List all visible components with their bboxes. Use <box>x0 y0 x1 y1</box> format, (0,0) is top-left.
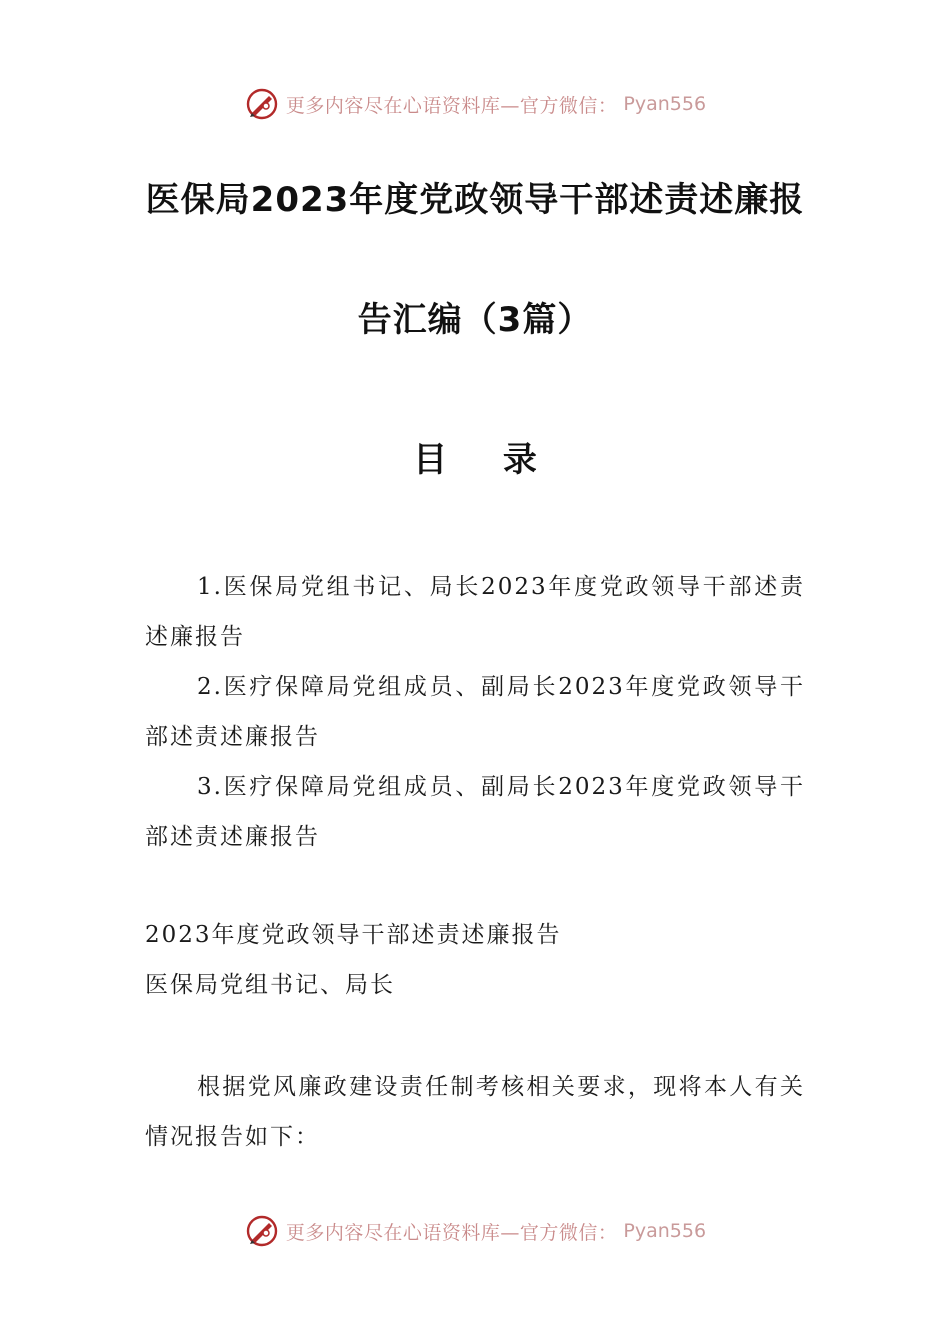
toc-item-number: 3. <box>197 774 223 800</box>
intro-paragraph: 根据党风廉政建设责任制考核相关要求，现将本人有关情况报告如下： <box>145 1074 805 1150</box>
toc-item-text: 医疗保障局党组成员、副局长2023年度党政领导干部述责述廉报告 <box>145 674 805 750</box>
watermark-text: 更多内容尽在心语资料库—官方微信： <box>285 1221 618 1244</box>
table-of-contents <box>145 562 805 862</box>
watermark-wechat-id: Pyan556 <box>623 93 707 115</box>
toc-item-1[interactable] <box>145 562 805 662</box>
section-title: 2023年度党政领导干部述责述廉报告 <box>145 922 562 948</box>
toc-item-number: 1. <box>197 574 223 600</box>
watermark-wechat-id: Pyan556 <box>623 1220 707 1242</box>
section-author: 医保局党组书记、局长 <box>145 972 395 998</box>
section-header <box>145 910 805 1010</box>
toc-item-text: 医疗保障局党组成员、副局长2023年度党政领导干部述责述廉报告 <box>145 774 805 850</box>
document-title-line2: 告汇编（3篇） <box>357 300 593 340</box>
document-title-line1: 医保局2023年度党政领导干部述责述廉报 <box>145 180 805 220</box>
footer-watermark <box>0 1211 950 1251</box>
toc-heading: 目 录 <box>413 440 559 480</box>
header-watermark <box>0 84 950 124</box>
pen-circle-icon <box>244 86 280 122</box>
toc-item-2[interactable] <box>145 662 805 762</box>
toc-item-number: 2. <box>197 674 223 700</box>
toc-item-3[interactable] <box>145 762 805 862</box>
intro-block <box>145 1062 805 1162</box>
pen-circle-icon <box>244 1213 280 1249</box>
watermark-text: 更多内容尽在心语资料库—官方微信： <box>285 94 618 117</box>
toc-item-text: 医保局党组书记、局长2023年度党政领导干部述责述廉报告 <box>145 574 805 650</box>
